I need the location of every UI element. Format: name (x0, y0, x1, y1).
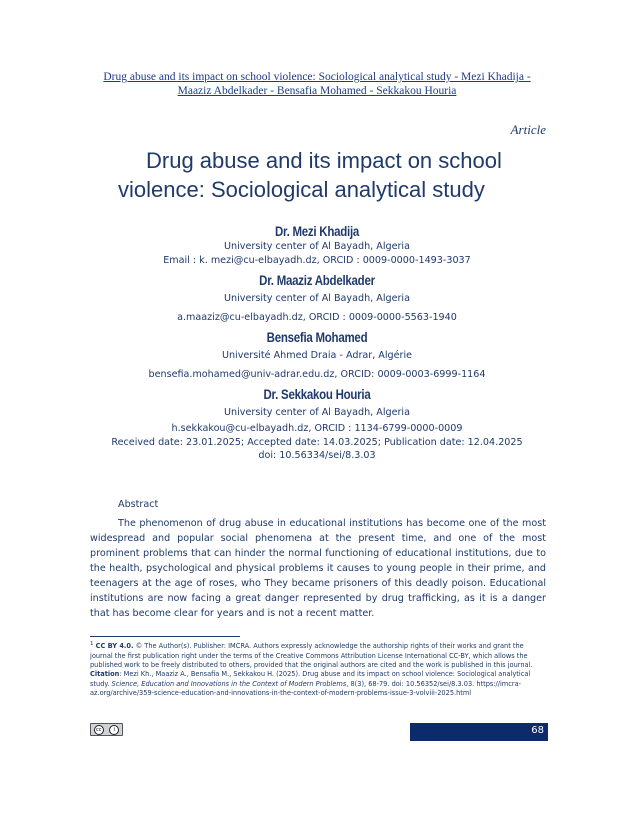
running-header-line1: Drug abuse and its impact on school violence: Sociological analytical study - Mezi Khadija - (103, 71, 531, 83)
author-contact: h.sekkakou@cu-elbayadh.dz, ORCID : 1134-6799-0000-0009 (171, 423, 463, 434)
title-line2: violence: Sociological analytical study (118, 177, 485, 202)
cc-symbol-icon: cc (94, 725, 104, 735)
title-line1: Drug abuse and its impact on school (146, 148, 502, 173)
author-affiliation: University center of Al Bayadh, Algeria (224, 241, 410, 252)
abstract-heading: Abstract (118, 499, 159, 510)
author-name: Dr. Maaziz Abdelkader (259, 272, 375, 288)
citation-label: Citation (90, 670, 120, 679)
running-header-line2: Maaziz Abdelkader - Bensafia Mohamed - Sekkakou Houria (177, 85, 457, 97)
footnote-marker: 1 (90, 641, 94, 647)
author-name: Dr. Sekkakou Houria (263, 386, 371, 402)
author-affiliation: University center of Al Bayadh, Algeria (224, 407, 410, 418)
citation-text: : Mezi Kh., Maaziz A., Bensafia M., Sekkakou H. (2025). Drug abuse and its impact on school violence: Sociological analytical study. (90, 670, 531, 688)
running-header[interactable] (70, 70, 564, 98)
cc-license-icon[interactable] (90, 723, 123, 736)
author-name: Dr. Mezi Khadija (274, 223, 360, 239)
author-contact: Email : k. mezi@cu-elbayadh.dz, ORCID : 0009-0000-1493-3037 (163, 255, 471, 266)
citation-journal: Science, Education and Innovations in the Context of Modern Problems (111, 679, 347, 688)
abstract-section (90, 497, 546, 621)
author-contact: bensefia.mohamed@univ-adrar.edu.dz, ORCID: 0009-0003-6999-1164 (148, 369, 486, 380)
author-affiliation: Université Ahmed Draia - Adrar, Algérie (221, 350, 413, 361)
license-note (90, 640, 546, 670)
author-name: Bensefia Mohamed (266, 329, 368, 345)
article-type-label: Article (510, 122, 546, 137)
citation-rest: , 8(3), 68-79. doi: 10.56352/sei/8.3.03. (346, 679, 475, 688)
page-number-bar (410, 723, 548, 741)
abstract-body: The phenomenon of drug abuse in educational institutions has become one of the most widespread and popular social phenomena at the present time, and one of the most prominent problems that can hinder the normal functioning of educational institutions, due to the health, psychological and physical problems it causes to young people in their prime, and teenagers at the age of roses, who They became prisoners of this deadly poison. Educational institutions are now facing a great danger represented by drug trafficking, as it is a danger that has become clear for years and is not a recent matter. (90, 518, 546, 619)
footnote (90, 640, 546, 699)
paper-title (118, 146, 538, 204)
author-contact: a.maaziz@cu-elbayadh.dz, ORCID : 0009-0000-5563-1940 (177, 312, 457, 323)
citation-note (90, 670, 546, 698)
publication-dates: Received date: 23.01.2025; Accepted date: 14.03.2025; Publication date: 12.04.2025 (111, 437, 523, 448)
author-block (90, 219, 544, 462)
author-affiliation: University center of Al Bayadh, Algeria (224, 293, 410, 304)
attribution-icon: i (109, 725, 119, 735)
page-number: 68 (531, 725, 544, 736)
citation-url[interactable]: https://imcra-az.org/archive/359-science-education-and-innovations-in-the-context-of-modern-problems-issue-3-volviii-2025.html (90, 679, 521, 698)
doi[interactable]: doi: 10.56334/sei/8.3.03 (258, 450, 376, 461)
license-label: CC BY 4.0. (95, 642, 134, 651)
license-text: © The Author(s). Publisher: IMCRA. Authors expressly acknowledge the authorship rights of their works and grant the journal the first publication right under the terms of the Creative Commons Attribution License International CC-BY, which allows the published work to be freely distributed to others, provided that the original authors are cited and the work is published in this journal. (90, 642, 533, 669)
footnote-divider (90, 636, 240, 637)
